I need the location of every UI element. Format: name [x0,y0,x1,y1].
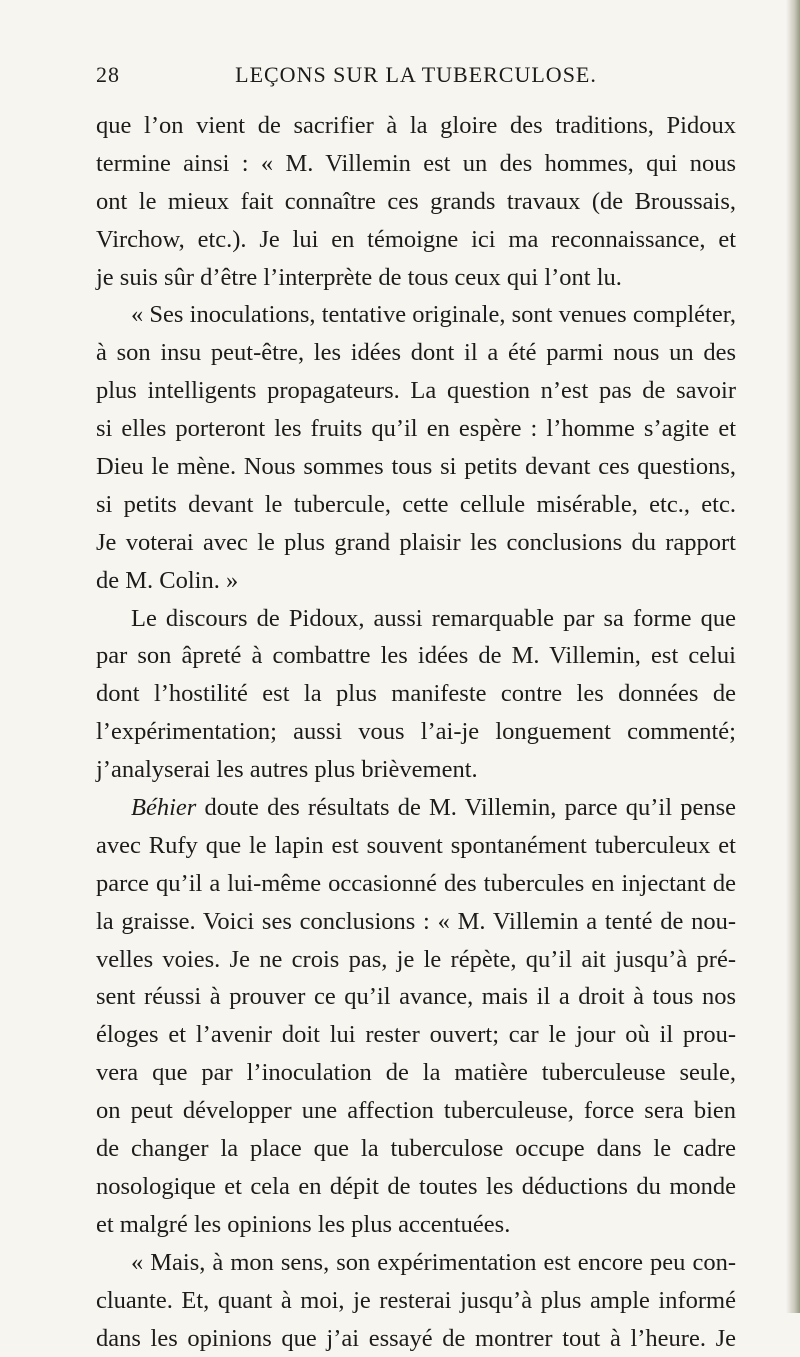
text-line: « Ses inoculations, tentative originale, sont venues compléter, [96,296,736,334]
text-line: de M. Colin. » [96,562,736,600]
page-header [96,62,736,92]
italic-author-name: Béhier [131,794,196,821]
text-line: Je voterai avec le plus grand plaisir les conclusions du rapport [96,524,736,562]
text-line: la graisse. Voici ses conclusions : « M. Villemin a tenté de nou- [96,903,736,941]
text-line: éloges et l’avenir doit lui rester ouvert; car le jour où il prou- [96,1016,736,1054]
text-line: nosologique et cela en dépit de toutes les déductions du monde [96,1168,736,1206]
text-line: si petits devant le tubercule, cette cellule misérable, etc., etc. [96,486,736,524]
text-line: parce qu’il a lui-même occasionné des tubercules en injectant de [96,865,736,903]
text-line: si elles porteront les fruits qu’il en espère : l’homme s’agite et [96,410,736,448]
body-text [96,107,736,1357]
text-line: plus intelligents propagateurs. La question n’est pas de savoir [96,372,736,410]
text-line: on peut développer une affection tuberculeuse, force sera bien [96,1092,736,1130]
page-edge-shadow [786,0,800,1313]
text-line-with-italic-name [96,789,736,827]
running-head: LEÇONS SUR LA TUBERCULOSE. [96,62,736,88]
text-line: termine ainsi : « M. Villemin est un des hommes, qui nous [96,145,736,183]
text-line: à son insu peut-être, les idées dont il a été parmi nous un des [96,334,736,372]
text-line: Virchow, etc.). Je lui en témoigne ici ma reconnaissance, et [96,221,736,259]
text-line: je suis sûr d’être l’interprète de tous ceux qui l’ont lu. [96,259,736,297]
text-line: l’expérimentation; aussi vous l’ai-je longuement commenté; [96,713,736,751]
text-line: par son âpreté à combattre les idées de M. Villemin, est celui [96,637,736,675]
text-line: ont le mieux fait connaître ces grands travaux (de Broussais, [96,183,736,221]
text-line-rest: doute des résultats de M. Villemin, parce qu’il pense [204,794,736,821]
text-line: que l’on vient de sacrifier à la gloire des traditions, Pidoux [96,107,736,145]
text-line: avec Rufy que le lapin est souvent spontanément tuberculeux et [96,827,736,865]
page-number: 28 [96,62,120,88]
text-line: Dieu le mène. Nous sommes tous si petits devant ces questions, [96,448,736,486]
text-line: et malgré les opinions les plus accentuées. [96,1206,736,1244]
text-line: Le discours de Pidoux, aussi remarquable par sa forme que [96,600,736,638]
text-line: velles voies. Je ne crois pas, je le répète, qu’il ait jusqu’à pré- [96,941,736,979]
text-line: sent réussi à prouver ce qu’il avance, mais il a droit à tous nos [96,978,736,1016]
text-line: dont l’hostilité est la plus manifeste contre les données de [96,675,736,713]
text-line: cluante. Et, quant à moi, je resterai jusqu’à plus ample informé [96,1282,736,1320]
text-line: j’analyserai les autres plus brièvement. [96,751,736,789]
text-line: dans les opinions que j’ai essayé de montrer tout à l’heure. Je [96,1320,736,1357]
text-line: vera que par l’inoculation de la matière tuberculeuse seule, [96,1054,736,1092]
text-line: « Mais, à mon sens, son expérimentation est encore peu con- [96,1244,736,1282]
text-line: de changer la place que la tuberculose occupe dans le cadre [96,1130,736,1168]
